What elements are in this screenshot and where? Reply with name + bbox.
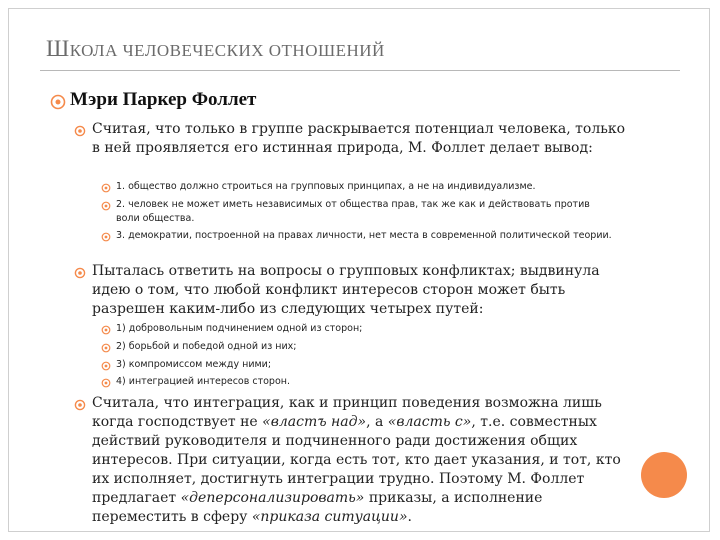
emphasis-power-with: «власть с»	[387, 414, 472, 430]
sun-bullet-icon	[101, 361, 111, 371]
list-item: 1) добровольным подчинением одной из сторон;	[116, 323, 363, 334]
sun-bullet-icon	[101, 378, 111, 388]
emphasis-law-of-situation: «приказа ситуации»	[251, 509, 408, 525]
paragraph-3-text: Считала, что интеграция, как и принцип поведения возможна лишь когда господствует не	[92, 395, 602, 430]
list-item: 2. человек не может иметь независимых от общества прав, так же как и действовать против воли общества.	[116, 199, 590, 224]
paragraph-3-text: , т.е. совместных действий руководителя и подчиненного ради достижения общих интересов. При ситуации, когда есть тот, кто дает указания, и тот, кто их исполняет, достигнуть интеграции трудно. Поэтому М. Фоллет предлагает	[92, 414, 621, 506]
paragraph-3-text: приказы, а исполнение переместить в сферу	[92, 490, 543, 525]
sun-bullet-icon	[101, 183, 111, 193]
decorative-orange-circle	[641, 452, 687, 498]
sun-bullet-icon	[101, 325, 111, 335]
list-item: 3) компромиссом между ними;	[116, 359, 272, 370]
sun-bullet-icon	[74, 125, 86, 137]
title-rest: КОЛА ЧЕЛОВЕЧЕСКИХ ОТНОШЕНИЙ	[69, 41, 385, 60]
paragraph-2: Пыталась ответить на вопросы о групповых конфликтах; выдвинула идею о том, что любой конфликт интересов сторон может быть разрешен каким-либо из следующих четырех путей:	[92, 263, 600, 317]
sun-bullet-icon	[74, 399, 86, 411]
sun-bullet-icon	[101, 232, 111, 242]
sun-bullet-icon	[101, 201, 111, 211]
heading: Мэри Паркер Фоллет	[70, 89, 257, 110]
list-item: 1. общество должно строиться на групповых принципах, а не на индивидуализме.	[116, 181, 536, 192]
paragraph-1: Считая, что только в группе раскрывается потенциал человека, только в ней проявляется его истинная природа, М. Фоллет делает вывод:	[92, 121, 626, 156]
sun-bullet-icon	[50, 94, 66, 110]
sun-bullet-icon	[74, 267, 86, 279]
paragraph-3	[92, 394, 637, 527]
paragraph-3-text: .	[407, 509, 412, 525]
sun-bullet-icon	[101, 343, 111, 353]
list-item: 4) интеграцией интересов сторон.	[116, 376, 290, 387]
title-first-letter: Ш	[46, 36, 70, 61]
emphasis-power-over: «властъ над»	[262, 414, 367, 430]
emphasis-depersonalize: «деперсонализировать»	[180, 490, 365, 506]
list-item: 2) борьбой и победой одной из них;	[116, 341, 297, 352]
paragraph-3-text: , а	[366, 414, 388, 430]
list-item: 3. демократии, построенной на правах личности, нет места в современной политической теории.	[116, 230, 612, 241]
slide-title	[46, 36, 385, 62]
title-divider	[40, 70, 680, 71]
